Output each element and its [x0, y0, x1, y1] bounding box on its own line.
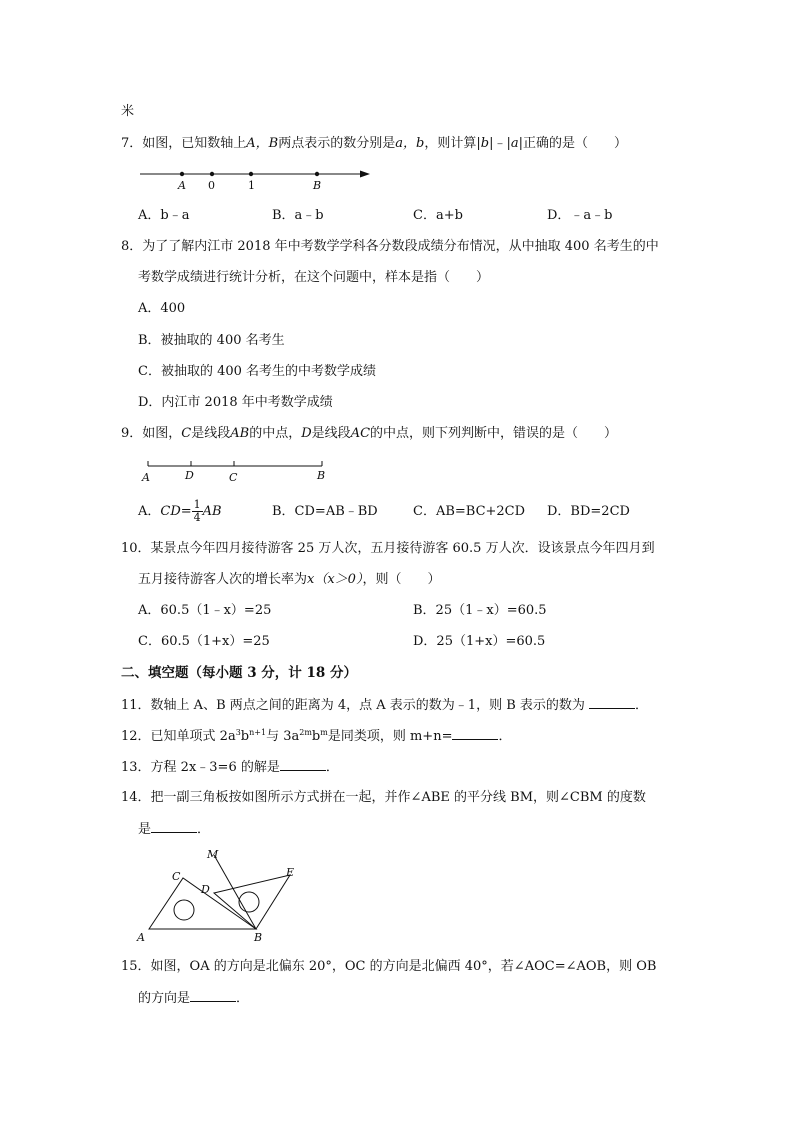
- q15-text-line-2: 的方向是: [138, 991, 191, 1006]
- question-15-line-1: [121, 958, 656, 976]
- question-13: [121, 758, 339, 777]
- q15-number: 15．: [121, 959, 151, 974]
- q7-axis-arrow: [360, 171, 370, 178]
- question-14-line-1: [121, 789, 646, 807]
- q7-option-d[interactable]: D．﹣a﹣b: [547, 208, 613, 223]
- q8-text-line-1: 为了了解内江市 2018 年中考数学学科各分数段成绩分布情况，从中抽取 400 名考生的中: [142, 239, 659, 254]
- q14-answer-blank[interactable]: [151, 820, 197, 833]
- q12-text-d: b: [311, 729, 321, 744]
- question-10-line-1: [121, 540, 655, 558]
- q13-number: 13．: [121, 760, 151, 775]
- q9-text-d: AB: [230, 426, 250, 441]
- question-15-line-2: [138, 989, 249, 1008]
- q11-text: 数轴上 A、B 两点之间的距离为 4，点 A 表示的数为﹣1，则 B 表示的数为: [150, 698, 585, 713]
- q9-text-c: 是线段: [191, 426, 231, 441]
- q9-option-a-lhs: CD=: [160, 504, 192, 519]
- question-12: [121, 727, 511, 746]
- q10-option-b[interactable]: B．25（1﹣x）=60.5: [413, 603, 547, 618]
- q14-end: ．: [197, 822, 211, 837]
- q15-end: ．: [236, 991, 250, 1006]
- q7-point-zero: [210, 172, 214, 176]
- q9-label-d: D: [185, 469, 194, 482]
- q7-text-i: |正确的是（ ）: [518, 136, 627, 151]
- q9-text-e: 的中点，: [249, 426, 302, 441]
- q10-option-d[interactable]: D．25（1+x）=60.5: [413, 634, 546, 649]
- q7-text-d: a，b: [395, 136, 425, 151]
- q12-text-b: b: [240, 729, 250, 744]
- question-9: [121, 425, 617, 443]
- q8-option-d[interactable]: D．内江市 2018 年中考数学成绩: [138, 395, 333, 410]
- question-7: [121, 135, 627, 153]
- q14-number: 14．: [121, 790, 151, 805]
- question-14-line-2: [138, 820, 210, 839]
- q10-text-line-2c: ，则（ ）: [362, 572, 441, 587]
- q11-answer-blank[interactable]: [589, 696, 635, 709]
- q12-text-e: 是同类项，则 m+n=: [327, 729, 453, 744]
- q9-option-a-prefix: A．: [138, 504, 161, 519]
- q7-label-one: 1: [248, 179, 255, 192]
- q11-number: 11．: [121, 698, 151, 713]
- q14-label-b: B: [254, 931, 263, 944]
- q14-label-m: M: [207, 848, 219, 861]
- q7-text-f: b: [480, 136, 490, 151]
- q10-number: 10．: [121, 541, 151, 556]
- q9-option-d[interactable]: D．BD=2CD: [547, 504, 630, 519]
- q10-text-line-2a: 五月接待游客人次的增长率为: [138, 572, 308, 587]
- q9-fraction-numerator: 1: [193, 498, 201, 511]
- q7-option-a[interactable]: A．b﹣a: [138, 208, 190, 223]
- q7-text-g: |﹣|: [489, 136, 511, 151]
- q13-end: ．: [325, 760, 339, 775]
- q15-text-line-1: 如图，OA 的方向是北偏东 20°，OC 的方向是北偏西 40°，若∠AOC=∠AOB，则 OB: [150, 959, 657, 974]
- q12-sup-3: 2m: [299, 728, 312, 737]
- q9-text-a: 如图，: [142, 426, 182, 441]
- q9-text-h: AC: [350, 426, 371, 441]
- section-2-heading: 二、填空题（每小题 3 分，计 18 分）: [121, 665, 357, 681]
- q7-text-h: a: [510, 136, 519, 151]
- q9-fraction-denominator: 4: [193, 511, 201, 524]
- q12-end: ．: [498, 729, 512, 744]
- q7-label-zero: 0: [208, 179, 215, 192]
- q12-answer-blank[interactable]: [452, 727, 498, 740]
- q10-text-line-1: 某景点今年四月接待游客 25 万人次，五月接待游客 60.5 万人次．设该景点今年四月到: [150, 541, 655, 556]
- q7-text-c: 两点表示的数分别是: [278, 136, 396, 151]
- q14-hole-right: [239, 892, 259, 912]
- q14-hole-left: [174, 900, 194, 920]
- q12-text-c: 与 3a: [266, 729, 300, 744]
- q7-text-b: A，B: [246, 136, 279, 151]
- q9-option-a-rhs: AB: [202, 504, 222, 519]
- q8-text-line-2: 考数学成绩进行统计分析，在这个问题中，样本是指（ ）: [138, 270, 490, 285]
- q9-number: 9．: [121, 426, 143, 441]
- question-11: [121, 696, 648, 715]
- q10-option-a[interactable]: A．60.5（1﹣x）=25: [138, 603, 272, 618]
- question-8-line-1: [121, 238, 659, 256]
- q14-triangle-figure: [134, 846, 304, 946]
- q9-label-c: C: [229, 471, 238, 484]
- q9-option-c[interactable]: C．AB=BC+2CD: [413, 504, 526, 519]
- q8-option-c[interactable]: C．被抽取的 400 名考生的中考数学成绩: [138, 364, 377, 379]
- q9-text-b: C: [181, 426, 192, 441]
- q11-end: ．: [635, 698, 649, 713]
- q7-option-b[interactable]: B．a﹣b: [272, 208, 324, 223]
- q10-option-c[interactable]: C．60.5（1+x）=25: [138, 634, 270, 649]
- q9-text-g: 是线段: [311, 426, 351, 441]
- q9-text-f: D: [301, 426, 312, 441]
- q13-answer-blank[interactable]: [280, 758, 326, 771]
- q14-text-line-1: 把一副三角板按如图所示方式拼在一起，并作∠ABE 的平分线 BM，则∠CBM 的度数: [150, 790, 646, 805]
- q8-option-b[interactable]: B．被抽取的 400 名考生: [138, 333, 285, 348]
- q14-label-d: D: [201, 883, 210, 896]
- q7-point-b: [315, 172, 319, 176]
- q7-point-one: [249, 172, 253, 176]
- q9-option-a-fraction: [192, 499, 203, 524]
- q13-text: 方程 2x﹣3=6 的解是: [150, 760, 280, 775]
- question-10-line-2: [138, 571, 440, 589]
- q12-number: 12．: [121, 729, 151, 744]
- q7-number: 7．: [121, 136, 143, 151]
- q9-option-b[interactable]: B．CD=AB﹣BD: [272, 504, 378, 519]
- q15-answer-blank[interactable]: [190, 989, 236, 1002]
- q14-text-line-2: 是: [138, 822, 152, 837]
- q9-text-i: 的中点，则下列判断中，错误的是（ ）: [370, 426, 618, 441]
- q9-option-a[interactable]: [138, 498, 222, 526]
- q8-number: 8．: [121, 239, 143, 254]
- q8-option-a[interactable]: A．400: [138, 301, 186, 316]
- q14-triangle-deb: [214, 875, 290, 929]
- q7-label-b: B: [313, 179, 322, 192]
- q12-text-a: 已知单项式 2a: [150, 729, 236, 744]
- q7-number-line-figure: [138, 164, 378, 194]
- q10-text-line-2b: x（x＞0）: [307, 572, 363, 587]
- q12-sup-4: m: [320, 728, 328, 737]
- q7-option-c[interactable]: C．a+b: [413, 208, 463, 223]
- previous-question-tail: 米: [121, 104, 135, 119]
- q9-segment-figure: [140, 456, 340, 486]
- q7-point-a: [180, 172, 184, 176]
- q12-sup-2: n+1: [249, 728, 267, 737]
- q7-text-a: 如图，已知数轴上: [142, 136, 247, 151]
- q7-label-a: A: [178, 179, 186, 192]
- q7-text-e: ，则计算|: [424, 136, 481, 151]
- q14-label-e: E: [286, 866, 295, 879]
- q12-sup-1: 3: [235, 728, 241, 737]
- q14-label-a: A: [137, 931, 145, 944]
- q9-label-b: B: [317, 469, 326, 482]
- q14-label-c: C: [172, 870, 181, 883]
- q9-label-a: A: [142, 471, 150, 484]
